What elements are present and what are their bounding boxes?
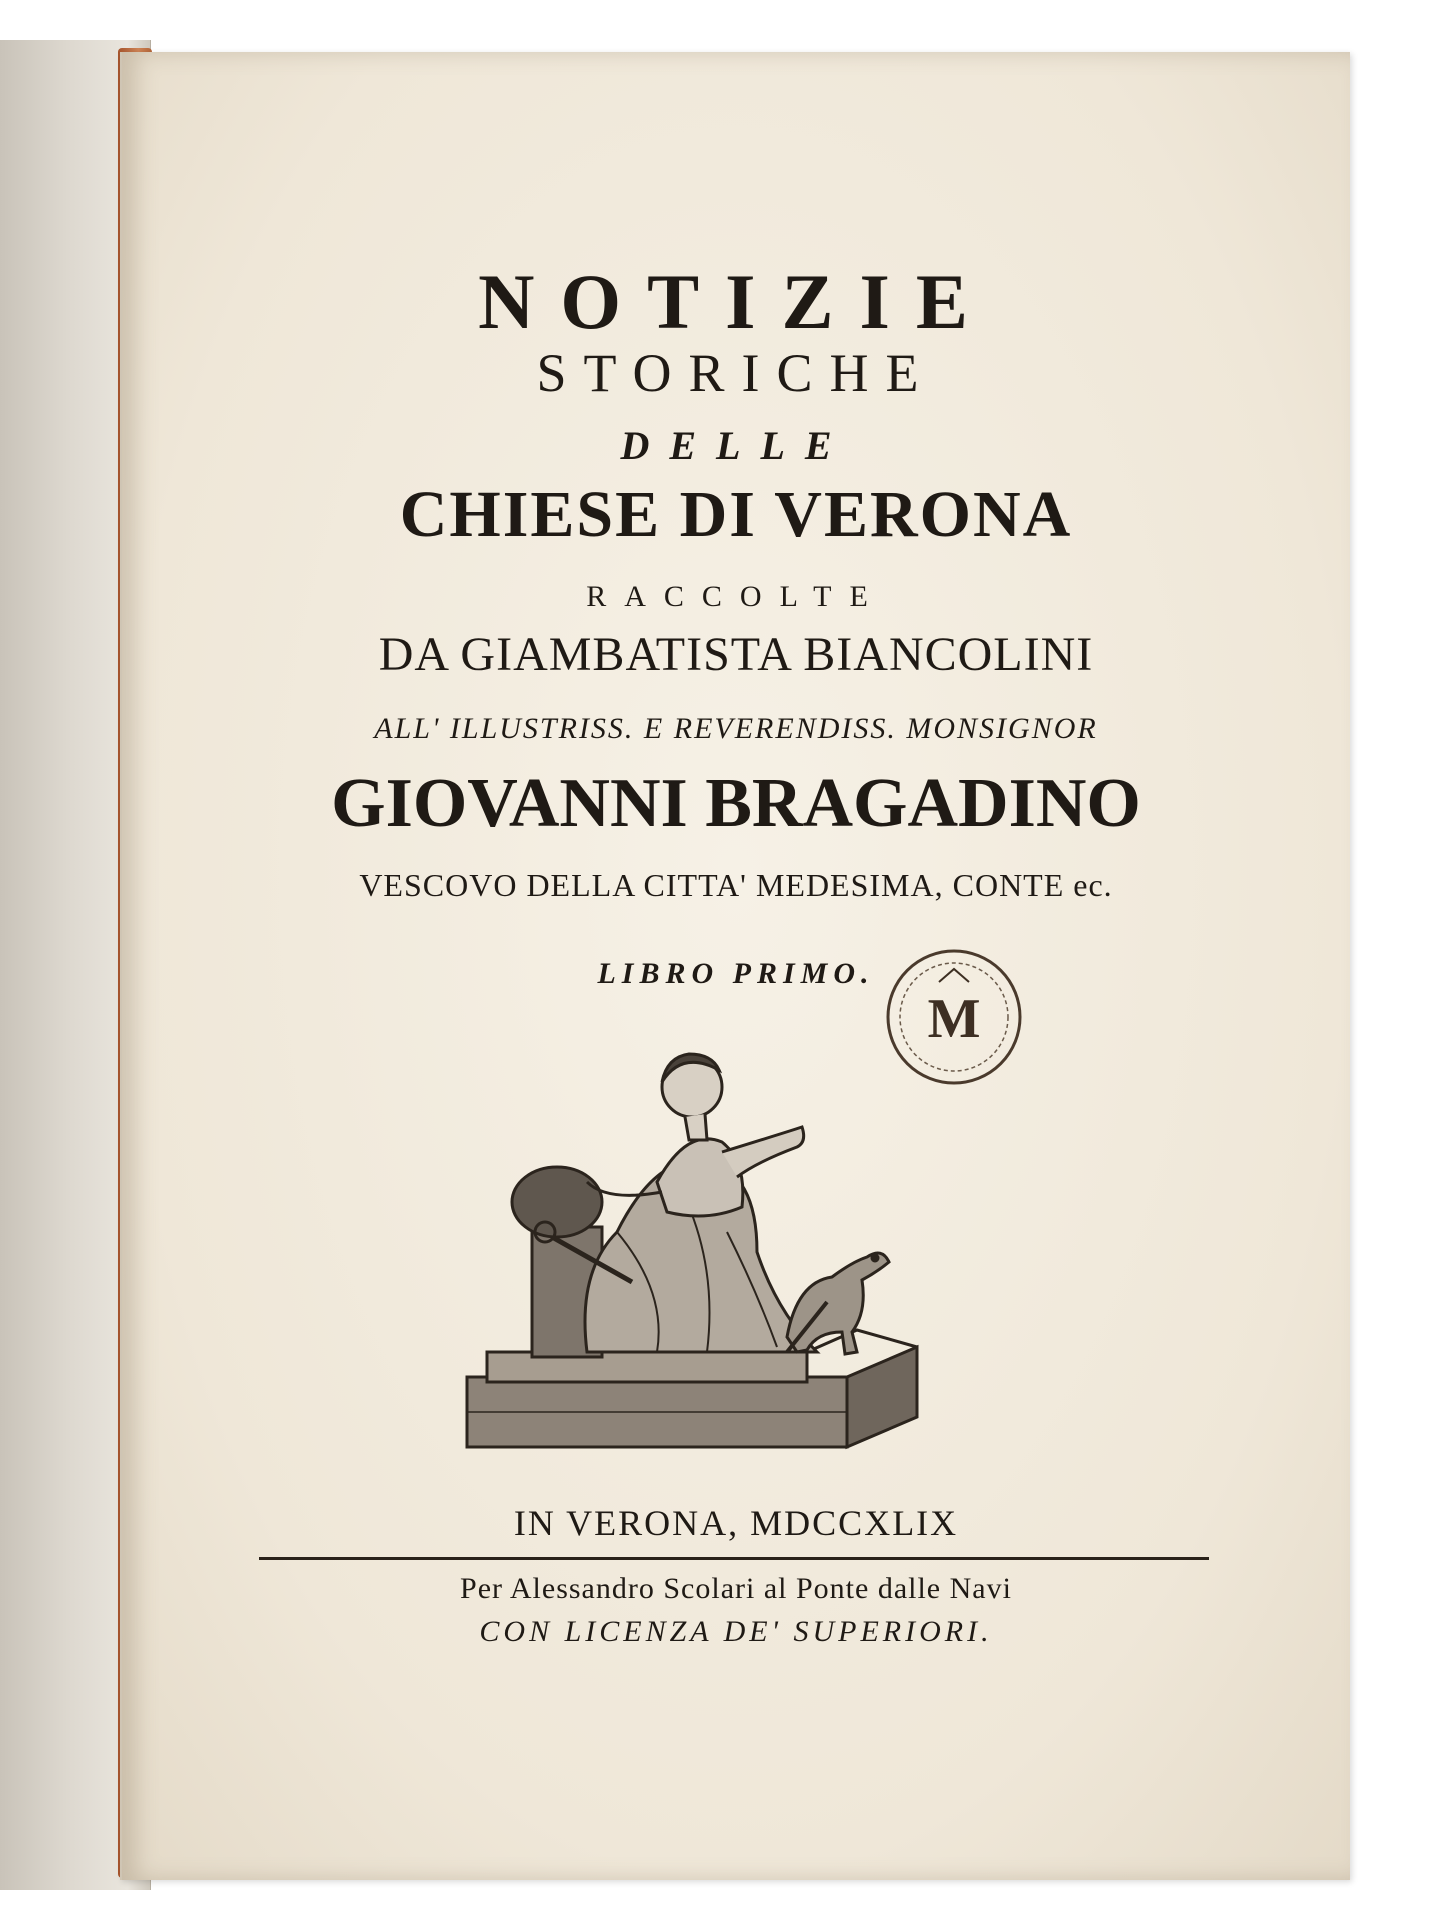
stamp-monogram: M: [927, 988, 981, 1050]
author-line: DA GIAMBATISTA BIANCOLINI: [378, 628, 1094, 681]
title-delle: DELLE: [620, 423, 852, 468]
title-notizie: NOTIZIE: [478, 258, 994, 345]
title-page: [120, 52, 1350, 1880]
imprint-divider: [259, 1557, 1209, 1560]
imprint-place-year: IN VERONA, MDCCXLIX: [513, 1503, 959, 1543]
woodcut-vignette: [457, 1032, 927, 1472]
imprint-printer: Per Alessandro Scolari al Ponte dalle Navi: [460, 1572, 1012, 1605]
title-raccolte: RACCOLTE: [586, 580, 886, 613]
library-stamp: [884, 947, 1024, 1087]
dedicatee-name: GIOVANNI BRAGADINO: [331, 765, 1141, 842]
book-number: LIBRO PRIMO.: [597, 957, 875, 990]
dedicatee-title: VESCOVO DELLA CITTA' MEDESIMA, CONTE ec.: [359, 867, 1113, 903]
dedication-line: ALL' ILLUSTRISS. E REVERENDISS. MONSIGNOR: [374, 712, 1098, 745]
title-storiche: STORICHE: [536, 343, 936, 403]
imprint-license: CON LICENZA DE' SUPERIORI.: [479, 1615, 993, 1648]
title-chiese-di-verona: CHIESE DI VERONA: [399, 478, 1073, 551]
